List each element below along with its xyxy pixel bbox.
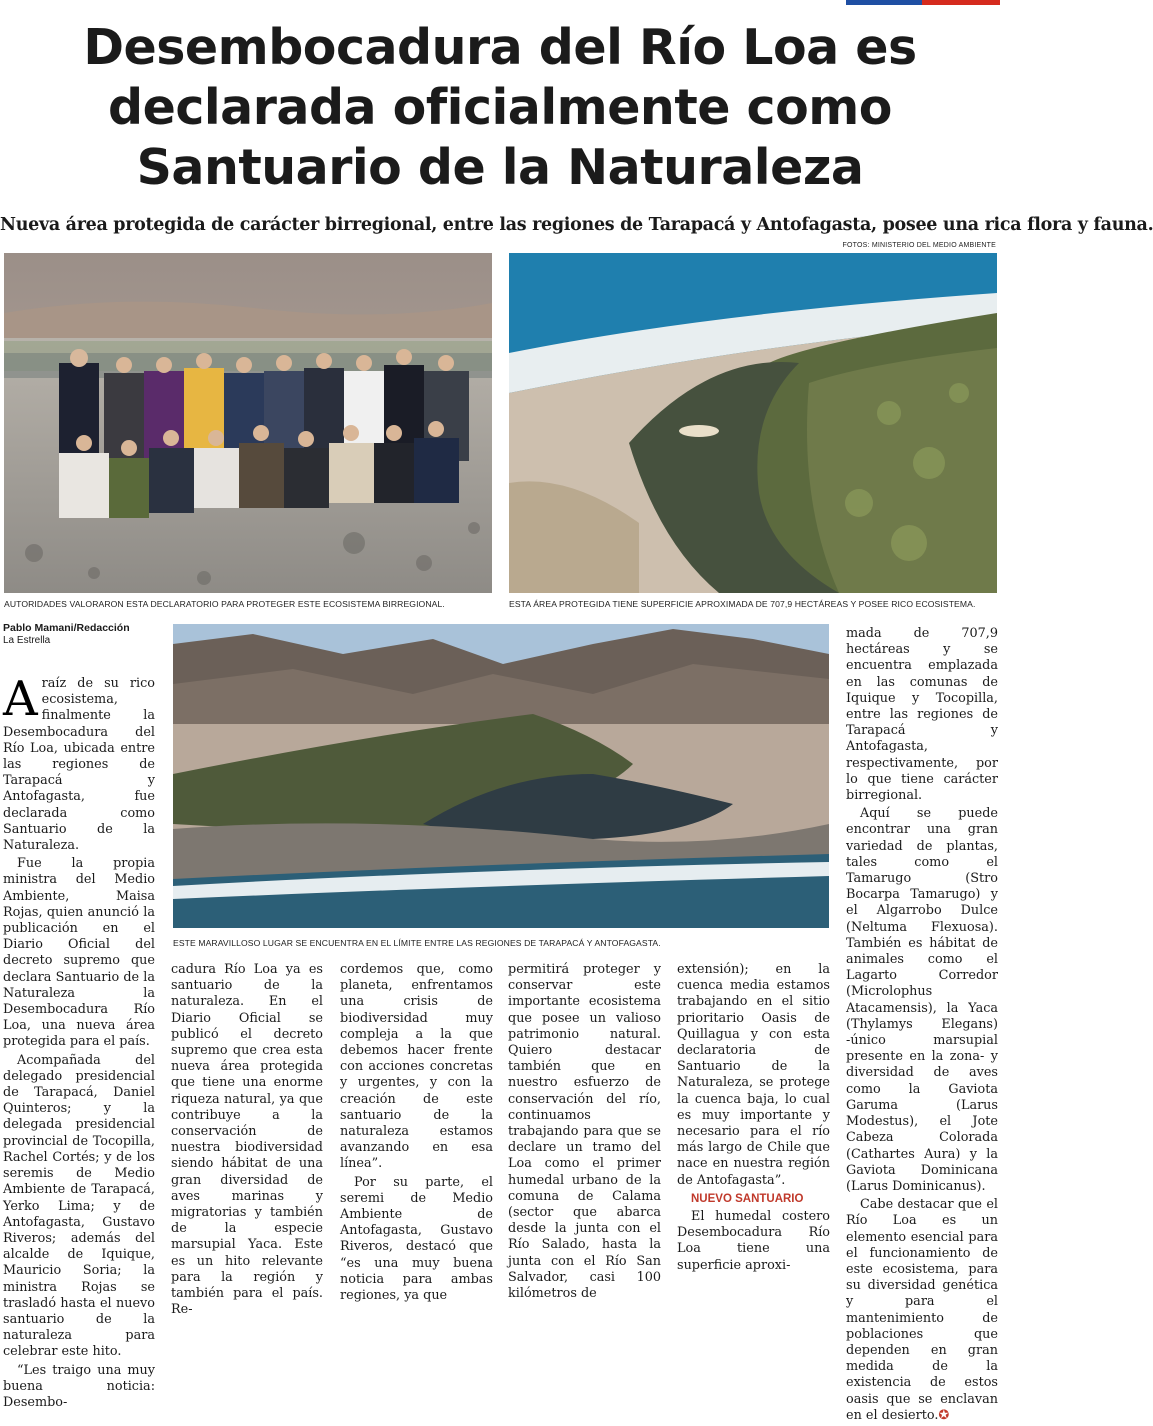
paragraph-text: raíz de su rico ecosistema, finalmente la Desembocadura del Río Loa, ubicada entre las regiones de Tarapacá y Antofagasta, fue declarada como Santuario de la Naturaleza. bbox=[3, 676, 155, 854]
headline-line-3: Santuario de la Naturaleza bbox=[136, 139, 864, 196]
end-mark-icon: ✪ bbox=[938, 1407, 950, 1423]
paragraph: cordemos que, como planeta, enfrentamos una crisis de biodiversidad muy compleja a la que debemos hacer frente con acciones concretas y urgentes, y con la creación de este santuario de la naturaleza estamos avanzando en esa línea”. bbox=[340, 962, 493, 1172]
aerial-river-mouth-photo bbox=[509, 253, 997, 593]
section-subtitle: NUEVO SANTUARIO bbox=[691, 1192, 804, 1205]
subhead: Nueva área protegida de carácter birregional, entre las regiones de Tarapacá y Antofagasta, posee una rica flora y fauna. bbox=[0, 215, 1153, 235]
caption-aerial-photo: ESTA ÁREA PROTEGIDA TIENE SUPERFICIE APROXIMADA DE 707,9 HECTÁREAS Y POSEE RICO ECOSISTEMA. bbox=[509, 599, 976, 609]
flag-stripe-blue bbox=[846, 0, 922, 5]
article-column-5 bbox=[677, 962, 830, 1276]
article-column-2 bbox=[171, 962, 323, 1320]
flag-stripe-red bbox=[922, 0, 1000, 5]
paragraph: Acompañada del delegado presidencial de Tarapacá, Daniel Quinteros; y la delegada presidencial provincial de Tocopilla, Rachel Cortés; y de los seremis de Medio Ambiente de Tarapacá, Yerko Lima; y de Antofagasta, Gustavo Riveros; además del alcalde de Iquique, Mauricio Soria; la ministra Rojas se trasladó hasta el nuevo santuario de la naturaleza para celebrar este hito. bbox=[3, 1052, 155, 1360]
article-column-6 bbox=[846, 626, 998, 1426]
caption-group-photo: AUTORIDADES VALORARON ESTA DECLARATORIO PARA PROTEGER ESTE ECOSISTEMA BIRREGIONAL. bbox=[4, 599, 445, 609]
byline bbox=[3, 622, 130, 646]
outlet-name: La Estrella bbox=[3, 635, 51, 646]
group-photo bbox=[4, 253, 492, 593]
caption-valley-photo: ESTE MARAVILLOSO LUGAR SE ENCUENTRA EN EL LÍMITE ENTRE LAS REGIONES DE TARAPACÁ Y ANTOFAGASTA. bbox=[173, 938, 661, 948]
article-column-4 bbox=[508, 962, 661, 1304]
drop-cap: A bbox=[3, 671, 38, 727]
paragraph-text: Cabe destacar que el Río Loa es un elemento esencial para el funcionamiento de este ecosistema, para su diversidad genética y para el mantenimiento de poblaciones que dependen en gran medida de la existencia de estos oasis que se enclavan en el desierto. bbox=[846, 1197, 998, 1423]
paragraph bbox=[3, 671, 155, 854]
paragraph: mada de 707,9 hectáreas y se encuentra emplazada en las comunas de Iquique y Tocopilla, entre las regiones de Tarapacá y Antofagasta, respectivamente, por lo que tiene carácter birregional. bbox=[846, 626, 998, 804]
paragraph: extensión); en la cuenca media estamos trabajando en el sitio prioritario Oasis de Quillagua y con esta declaratoria de Santuario de la Naturaleza, se protege la cuenca baja, lo cual es muy importante y necesario para el río más largo de Chile que nace en nuestra región de Antofagasta”. bbox=[677, 962, 830, 1188]
headline bbox=[20, 18, 980, 198]
headline-line-1: Desembocadura del Río Loa es bbox=[83, 19, 917, 76]
author-name: Pablo Mamani/Redacción bbox=[3, 622, 130, 634]
paragraph: Fue la propia ministra del Medio Ambiente, Maisa Rojas, quien anunció la publicación en el Diario Oficial del decreto supremo que declara Santuario de la Naturaleza la Desembocadura Río Loa, una nueva área protegida para el país. bbox=[3, 856, 155, 1050]
paragraph bbox=[846, 1197, 998, 1424]
headline-line-2: declarada oficialmente como bbox=[108, 79, 892, 136]
article-column-3 bbox=[340, 962, 493, 1306]
photo-credit: FOTOS: MINISTERIO DEL MEDIO AMBIENTE bbox=[842, 242, 996, 249]
paragraph: cadura Río Loa ya es santuario de la naturaleza. En el Diario Oficial se publicó el decreto supremo que crea esta nueva área protegida que tiene una enorme riqueza natural, ya que contribuye a la conservación de nuestra biodiversidad siendo hábitat de una gran diversidad de aves marinas y migratorias y también de la especie marsupial Yaca. Este es un hito relevante para la región y también para el país. Re- bbox=[171, 962, 323, 1318]
valley-coast-photo bbox=[173, 624, 829, 928]
article-column-1 bbox=[3, 671, 155, 1413]
paragraph: Por su parte, el seremi de Medio Ambiente de Antofagasta, Gustavo Riveros, destacó que “es una muy buena noticia para ambas regiones, ya que bbox=[340, 1174, 493, 1304]
paragraph: Aquí se puede encontrar una gran variedad de plantas, tales como el Tamarugo (Stro Bocarpa Tamarugo) y el Algarrobo Dulce (Neltuma Flexuosa). También es hábitat de animales como el Lagarto Corredor (Microlophus Atacamensis), la Yaca (Thylamys Elegans) -único marsupial presente en la zona- y diversidad de aves como la Gaviota Garuma (Larus Modestus), el Jote Cabeza Colorada (Cathartes Aura) y la Gaviota Dominicana (Larus Dominicanus). bbox=[846, 806, 998, 1194]
paragraph: El humedal costero Desembocadura Río Loa tiene una superficie aproxi- bbox=[677, 1209, 830, 1273]
paragraph: “Les traigo una muy buena noticia: Desembo- bbox=[3, 1362, 155, 1410]
paragraph: permitirá proteger y conservar este importante ecosistema que posee un valioso patrimonio natural. Quiero destacar también que en nuestro esfuerzo de conservación del río, continuamos trabajando para que se declare un tramo del Loa como el primer humedal urbano de la comuna de Calama (sector que abarca desde la junta con el Río Salado, hasta la junta con el Río San Salvador, casi 100 kilómetros de bbox=[508, 962, 661, 1302]
